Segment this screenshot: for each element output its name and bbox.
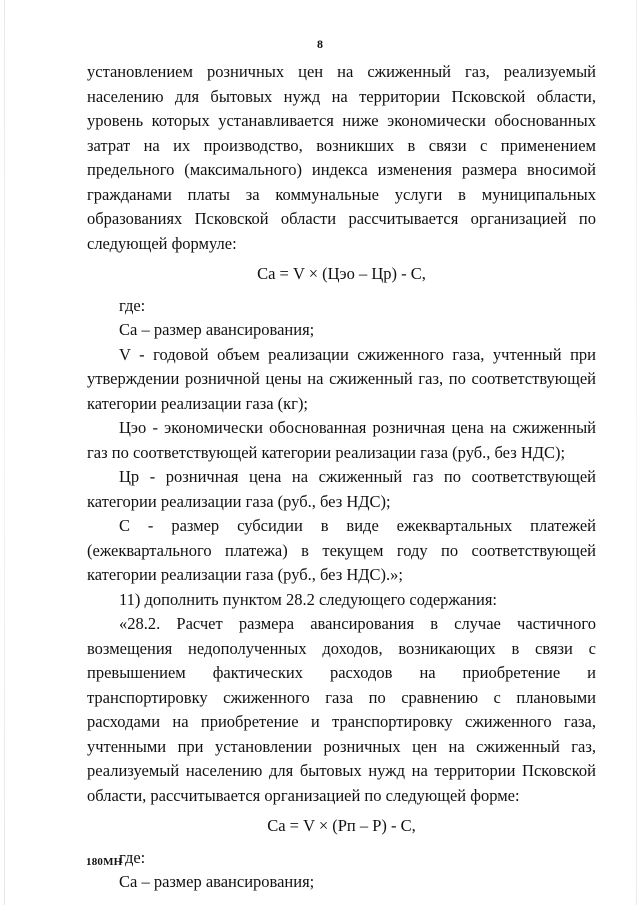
paragraph-def-tsr: Цр - розничная цена на сжиженный газ по соответствующей категории реализации газа (руб., без НДС); (87, 467, 596, 511)
scan-edge-left (4, 0, 5, 905)
document-body (87, 60, 596, 895)
paragraph-where-1: где: (119, 295, 146, 315)
formula-advance-1: Са = V × (Цэо – Цр) - С, (257, 264, 426, 283)
paragraph-where-2: где: (119, 847, 146, 867)
page-number: 8 (317, 37, 323, 51)
paragraph-def-ca-1: Са – размер авансирования; (119, 320, 315, 339)
footer-code: 180МН (86, 856, 123, 868)
paragraph-def-c: С - размер субсидии в виде ежеквартальных платежей (ежеквартального платежа) в текущем году по соответствующей категории реализации газа (руб., без НДС).»; (87, 516, 596, 584)
paragraph-item-11: 11) дополнить пунктом 28.2 следующего содержания: (119, 589, 497, 609)
paragraph-continuation: установлением розничных цен на сжиженный газ, реализуемый населению для бытовых нужд на территории Псковской области, уровень которых устанавливается ниже экономически обоснованных затрат на их производство, возникших в связи с применением предельного (максимального) индекса изменения размера вносимой гражданами платы за коммунальные услуги в муниципальных образованиях Псковской области рассчитывается организацией по следующей формуле: (87, 62, 596, 253)
paragraph-def-ca-2: Са – размер авансирования; (119, 872, 315, 891)
scan-edge-right (636, 0, 637, 905)
formula-advance-2: Са = V × (Рп – Р) - С, (267, 816, 416, 835)
paragraph-def-v: V - годовой объем реализации сжиженного газа, учтенный при утверждении розничной цены на сжиженный газ, по соответствующей категории реализации газа (кг); (87, 344, 596, 413)
paragraph-item-28-2: «28.2. Расчет размера авансирования в случае частичного возмещения недополученных доходов, возникающих в связи с превышением фактических расходов на приобретение и транспортировку сжиженного газа по сравнению с плановыми расходами на приобретение и транспортировку сжиженного газа, учтенными при установлении розничных цен на сжиженный газ, реализуемый населению для бытовых нужд на территории Псковской области, рассчитывается организацией по следующей форме: (87, 614, 596, 805)
paragraph-def-tseo: Цэо - экономически обоснованная розничная цена на сжиженный газ по соответствующей категории реализации газа (руб., без НДС); (87, 418, 596, 462)
